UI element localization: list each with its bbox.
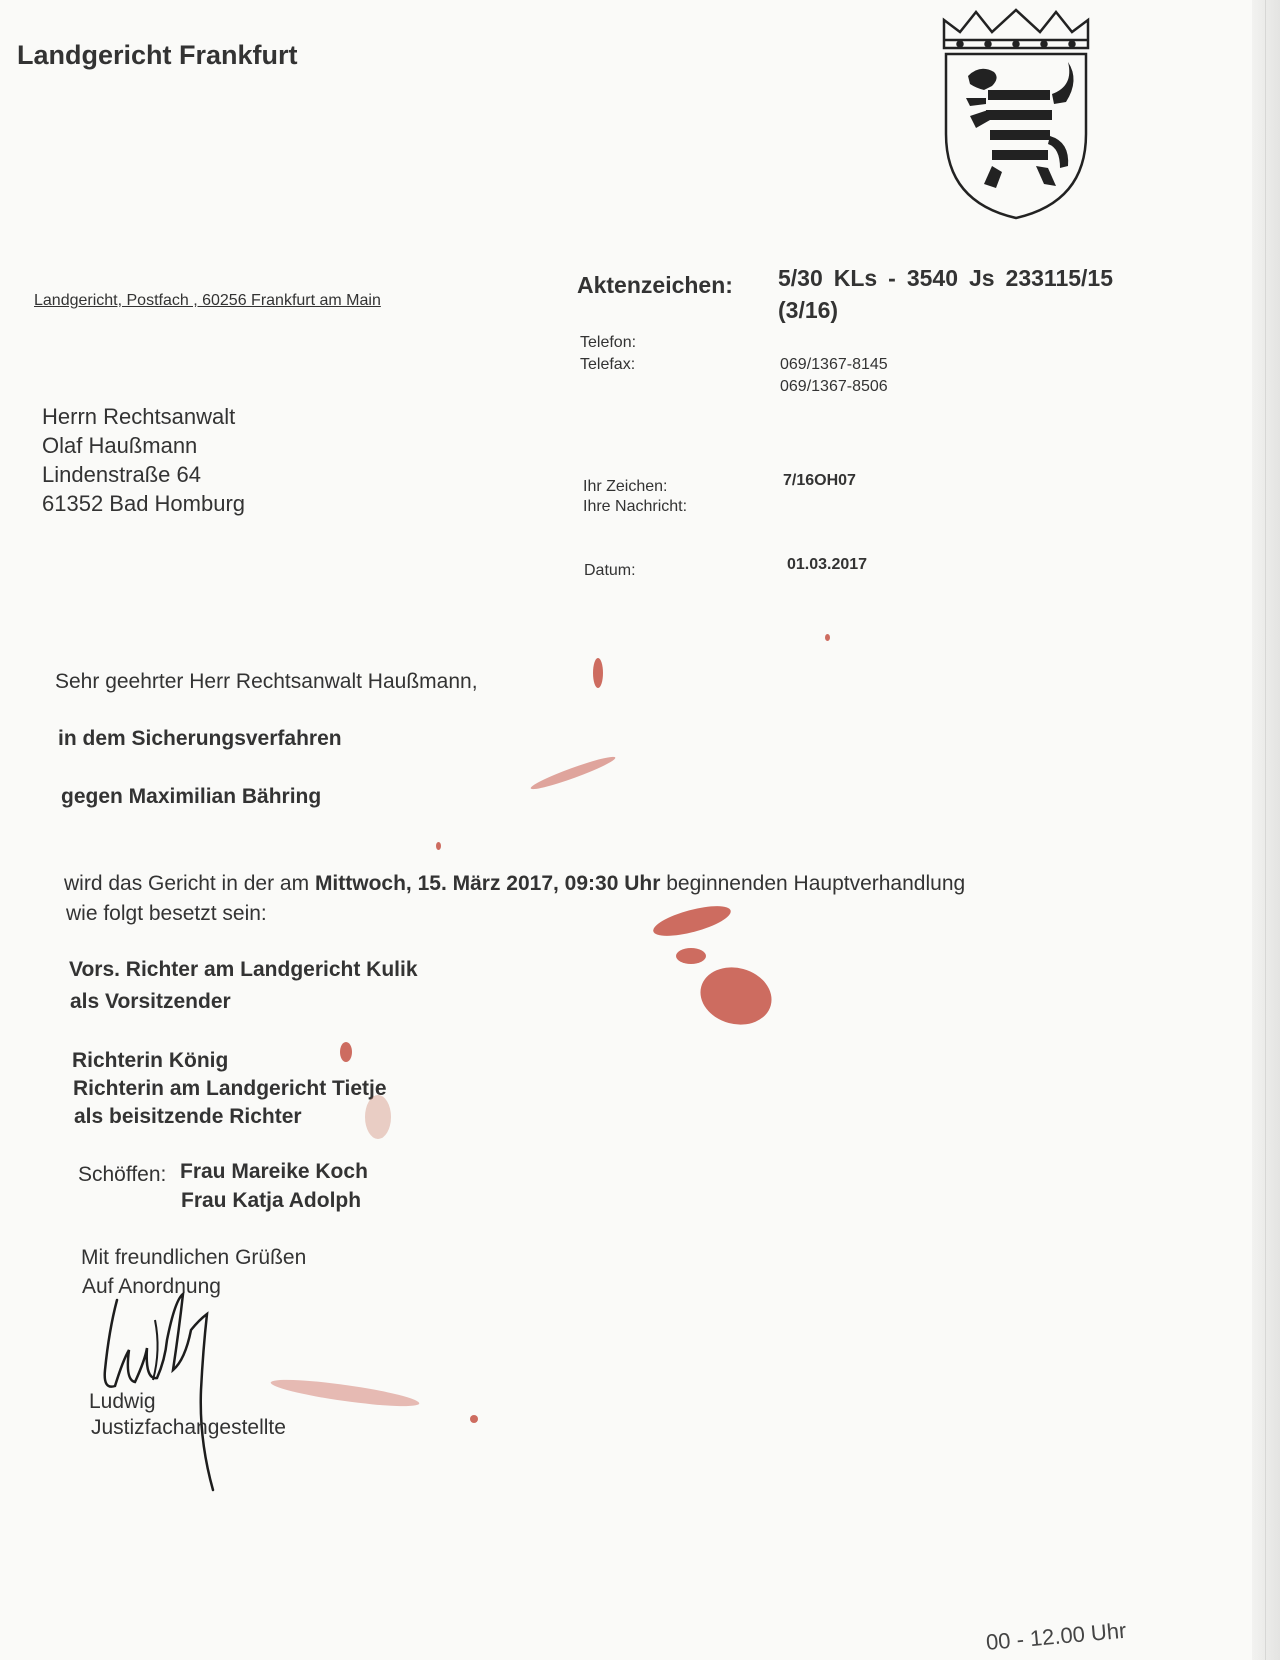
stain-mark	[676, 948, 706, 964]
your-reference-label: Ihr Zeichen:	[583, 478, 668, 495]
hearing-text-start: wird das Gericht in der am	[64, 872, 310, 895]
hearing-text-end: beginnenden Hauptverhandlung	[666, 872, 966, 895]
reference-value: 5/30 KLs - 3540 Js 233115/15 (3/16)	[778, 265, 1113, 323]
recipient-address	[42, 402, 245, 518]
stain-mark	[270, 1375, 421, 1412]
stain-mark	[470, 1415, 478, 1423]
date-value: 01.03.2017	[787, 556, 868, 573]
phone-label: Telefon:	[580, 334, 637, 351]
stain-mark	[436, 842, 441, 850]
lay-judges-label: Schöffen:	[78, 1163, 167, 1186]
fax-label: Telefax:	[580, 356, 636, 373]
proceeding-line: in dem Sicherungsverfahren	[58, 727, 342, 750]
scan-edge-line	[1265, 0, 1266, 1660]
stain-mark	[365, 1095, 391, 1139]
your-reference-value: 7/16OH07	[783, 472, 856, 489]
hearing-paragraph-line-2: wie folgt besetzt sein:	[66, 902, 267, 925]
closing-line-1: Mit freundlichen Grüßen	[81, 1246, 307, 1269]
associate-judge-2: Richterin am Landgericht Tietje	[73, 1077, 387, 1100]
presiding-judge: Vors. Richter am Landgericht Kulik	[69, 958, 418, 981]
stain-mark	[529, 753, 617, 793]
hesse-coat-of-arms-icon	[940, 6, 1092, 220]
associate-judge-1: Richterin König	[72, 1049, 229, 1072]
closing-line-2: Auf Anordnung	[82, 1275, 221, 1298]
stain-mark	[694, 960, 778, 1033]
court-name: Landgericht Frankfurt	[17, 40, 298, 70]
defendant-line: gegen Maximilian Bähring	[61, 785, 322, 808]
fax-value: 069/1367-8506	[780, 378, 888, 395]
your-message-label: Ihre Nachricht:	[583, 498, 688, 515]
stain-mark	[593, 658, 603, 688]
lay-judge-2: Frau Katja Adolph	[181, 1189, 362, 1212]
hearing-date: Mittwoch, 15. März 2017, 09:30 Uhr	[314, 872, 661, 895]
return-address: Landgericht, Postfach , 60256 Frankfurt am Main	[34, 292, 381, 309]
recipient-line-2: Olaf Haußmann	[42, 433, 198, 458]
recipient-line-1: Herrn Rechtsanwalt	[42, 404, 236, 429]
phone-value: 069/1367-8145	[780, 356, 888, 373]
signer-name: Ludwig	[89, 1390, 156, 1413]
date-label: Datum:	[584, 562, 636, 579]
recipient-line-4: 61352 Bad Homburg	[42, 491, 246, 516]
associate-role: als beisitzende Richter	[74, 1105, 302, 1128]
stain-mark	[825, 634, 830, 641]
scan-edge-shadow	[1252, 0, 1280, 1660]
recipient-line-3: Lindenstraße 64	[42, 462, 201, 487]
stain-mark	[340, 1042, 352, 1062]
salutation: Sehr geehrter Herr Rechtsanwalt Haußmann,	[55, 670, 478, 693]
lay-judge-1: Frau Mareike Koch	[180, 1160, 368, 1183]
presiding-role: als Vorsitzender	[70, 990, 231, 1013]
hearing-paragraph	[64, 872, 965, 896]
footer-fragment: 00 - 12.00 Uhr	[985, 1617, 1128, 1655]
signer-title: Justizfachangestellte	[91, 1416, 286, 1439]
stain-mark	[651, 900, 734, 942]
reference-label: Aktenzeichen:	[577, 272, 733, 298]
